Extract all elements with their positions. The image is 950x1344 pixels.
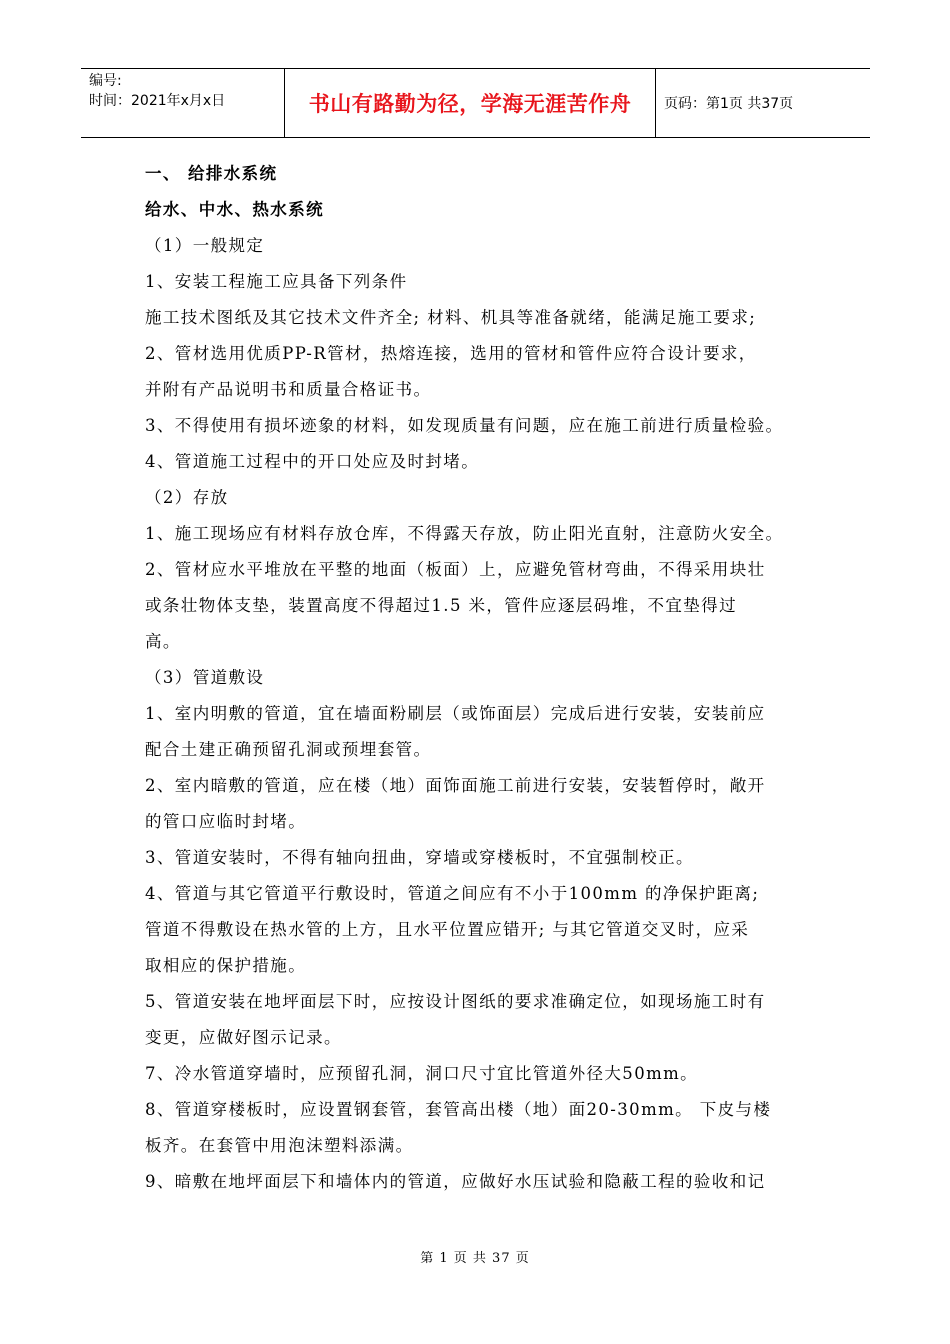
paragraph-line: 并附有产品说明书和质量合格证书。 [145,380,432,399]
paragraph-line: 管道不得敷设在热水管的上方，且水平位置应错开; 与其它管道交叉时，应采 [145,920,750,939]
paragraph-line: 取相应的保护措施。 [145,956,307,975]
paragraph-line: （1）一般规定 [145,236,265,255]
header-meta [81,69,285,137]
paragraph-line: 4、管道与其它管道平行敷设时，管道之间应有不小于100mm 的净保护距离; [145,884,760,903]
paragraph-line: 或条壮物体支垫，装置高度不得超过1.5 米，管件应逐层码堆，不宜垫得过 [145,596,737,615]
paragraph-line: 3、不得使用有损坏迹象的材料，如发现质量有问题，应在施工前进行质量检验。 [145,416,784,435]
document-body [145,156,825,1200]
paragraph-line: 8、管道穿楼板时，应设置钢套管，套管高出楼（地）面20-30mm。 下皮与楼 [145,1100,772,1119]
paragraph-line: 高。 [145,632,181,651]
paragraph-line: （3）管道敷设 [145,668,265,687]
paragraph-line: 施工技术图纸及其它技术文件齐全; 材料、机具等准备就绪，能满足施工要求; [145,308,757,327]
paragraph-line: 板齐。在套管中用泡沫塑料添满。 [145,1136,414,1155]
paragraph-line: 7、冷水管道穿墙时，应预留孔洞，洞口尺寸宜比管道外径大50mm。 [145,1064,699,1083]
paragraph-line: 5、管道安装在地坪面层下时，应按设计图纸的要求准确定位，如现场施工时有 [145,992,766,1011]
time-label: 时间：2021年x月x日 [89,93,226,109]
paragraph-line: （2）存放 [145,488,229,507]
paragraph-line: 2、管材应水平堆放在平整的地面（板面）上，应避免管材弯曲，不得采用块壮 [145,560,766,579]
paragraph-line: 1、室内明敷的管道，宜在墙面粉刷层（或饰面层）完成后进行安装，安装前应 [145,704,766,723]
section-heading: 给水、中水、热水系统 [145,200,324,219]
paragraph-line: 变更，应做好图示记录。 [145,1028,342,1047]
paragraph-line: 配合土建正确预留孔洞或预埋套管。 [145,740,432,759]
serial-label: 编号: [89,73,122,89]
paragraph-line: 2、管材选用优质PP-R管材，热熔连接，选用的管材和管件应符合设计要求， [145,344,757,363]
paragraph-line: 1、安装工程施工应具备下列条件 [145,272,408,291]
page-footer: 第 1 页 共 37 页 [420,1251,530,1266]
paragraph-line: 9、暗敷在地坪面层下和墙体内的管道，应做好水压试验和隐蔽工程的验收和记 [145,1172,766,1191]
page-header [81,68,870,138]
paragraph-line: 2、室内暗敷的管道，应在楼（地）面饰面施工前进行安装，安装暂停时，敞开 [145,776,766,795]
paragraph-line: 的管口应临时封堵。 [145,812,307,831]
header-slogan: 书山有路勤为径，学海无涯苦作舟 [285,69,656,137]
header-page-info: 页码：第1页 共37页 [664,96,794,112]
paragraph-line: 4、管道施工过程中的开口处应及时封堵。 [145,452,480,471]
paragraph-line: 3、管道安装时，不得有轴向扭曲，穿墙或穿楼板时，不宜强制校正。 [145,848,694,867]
section-heading: 一、 给排水系统 [145,164,278,183]
paragraph-line: 1、施工现场应有材料存放仓库，不得露天存放，防止阳光直射，注意防火安全。 [145,524,784,543]
